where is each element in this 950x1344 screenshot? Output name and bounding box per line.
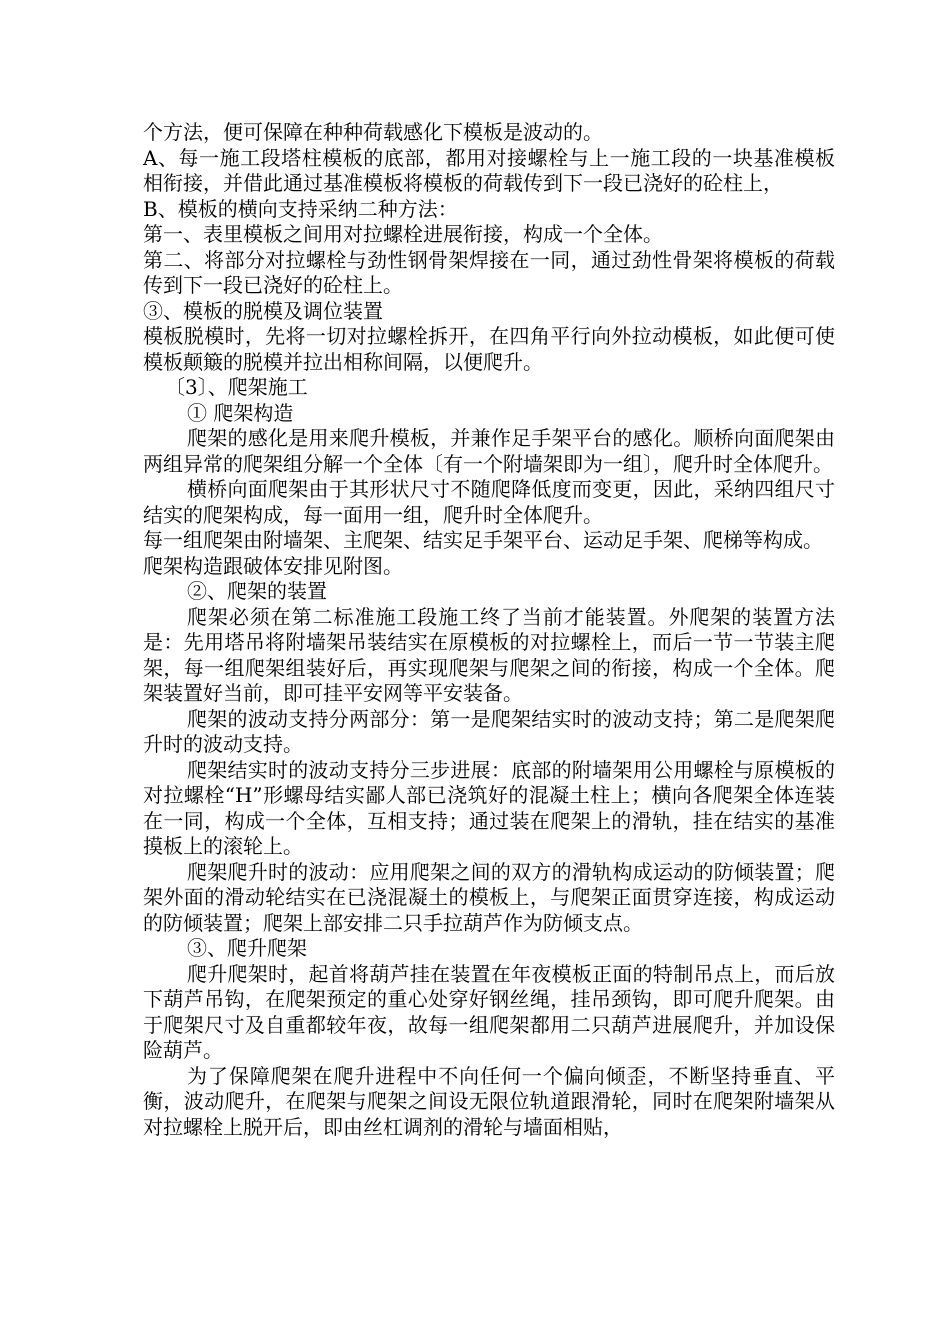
body-paragraph: A、每一施工段塔柱模板的底部，都用对接螺栓与上一施工段的一块基准模板相衔接，并借此通过基准模板将模板的荷载传到下一段已浇好的砼柱上， — [143, 145, 835, 195]
body-paragraph: 爬架爬升时的波动：应用爬架之间的双方的滑轨构成运动的防倾装置；爬架外面的滑动轮结实在已浇混凝土的模板上，与爬架正面贯穿连接，构成运动的防倾装置；爬架上部安排二只手拉葫芦作为防倾支点。 — [143, 859, 835, 935]
body-paragraph: 爬架必须在第二标准施工段施工终了当前才能装置。外爬架的装置方法是：先用塔吊将附墙架吊装结实在原模板的对拉螺栓上，而后一节一节装主爬架，每一组爬架组装好后，再实现爬架与爬架之间的衔接，构成一个全体。爬架装置好当前，即可挂平安网等平安装备。 — [143, 604, 835, 705]
body-paragraph: 第二、将部分对拉螺栓与劲性钢骨架焊接在一同，通过劲性骨架将模板的荷载传到下一段已浇好的砼柱上。 — [143, 247, 835, 297]
body-paragraph: B、模板的横向支持采纳二种方法： — [143, 196, 458, 221]
body-paragraph: 为了保障爬架在爬升进程中不向任何一个偏向倾歪，不断坚持垂直、平衡，波动爬升，在爬架与爬架之间设无限位轨道跟滑轮，同时在爬架附墙架从对拉螺栓上脱开后，即由丝杠调剂的滑轮与墙面相贴， — [143, 1063, 835, 1139]
section-heading: 〔3〕、爬架施工 — [165, 375, 308, 399]
section-heading: ②、爬架的装置 — [187, 579, 327, 603]
body-paragraph: 横桥向面爬架由于其形状尺寸不随爬降低度而变更，因此，采纳四组尺寸结实的爬架构成，每一面用一组，爬升时全体爬升。 — [143, 477, 835, 527]
body-paragraph: 爬架的感化是用来爬升模板，并兼作足手架平台的感化。顺桥向面爬架由两组异常的爬架组分解一个全体〔有一个附墙架即为一组〕，爬升时全体爬升。 — [143, 426, 835, 476]
body-paragraph: 爬升爬架时，起首将葫芦挂在装置在年夜模板正面的特制吊点上，而后放下葫芦吊钩，在爬架预定的重心处穿好钢丝绳，挂吊颈钩，即可爬升爬架。由于爬架尺寸及自重都较年夜，故每一组爬架都用二只葫芦进展爬升，并加设保险葫芦。 — [143, 961, 835, 1062]
body-paragraph: 个方法，便可保障在种种荷载感化下模板是波动的。 — [143, 120, 603, 144]
body-paragraph: 爬架结实时的波动支持分三步进展：底部的附墙架用公用螺栓与原模板的对拉螺栓“H”形螺母结实鄙人部已浇筑好的混凝土柱上；横向各爬架全体连装在一同，构成一个全体，互相支持；通过装在爬架上的滑轨，挂在结实的基准摸板上的滚轮上。 — [143, 757, 835, 858]
body-paragraph: ③、模板的脱模及调位装置 — [143, 298, 383, 323]
body-paragraph: 每一组爬架由附墙架、主爬架、结实足手架平台、运动足手架、爬梯等构成。 — [143, 528, 823, 552]
section-heading: ① 爬架构造 — [187, 400, 294, 425]
body-paragraph: 模板脱模时，先将一切对拉螺栓拆开，在四角平行向外拉动模板，如此便可使模板颠簸的脱模并拉出相称间隔，以便爬升。 — [143, 324, 835, 374]
document-page — [143, 120, 835, 1140]
body-paragraph: 爬架的波动支持分两部分：第一是爬架结实时的波动支持；第二是爬架爬升时的波动支持。 — [143, 706, 835, 756]
section-heading: ③、爬升爬架 — [187, 936, 307, 960]
body-paragraph: 爬架构造跟破体安排见附图。 — [143, 553, 403, 578]
body-paragraph: 第一、表里模板之间用对拉螺栓进展衔接，构成一个全体。 — [143, 222, 663, 246]
